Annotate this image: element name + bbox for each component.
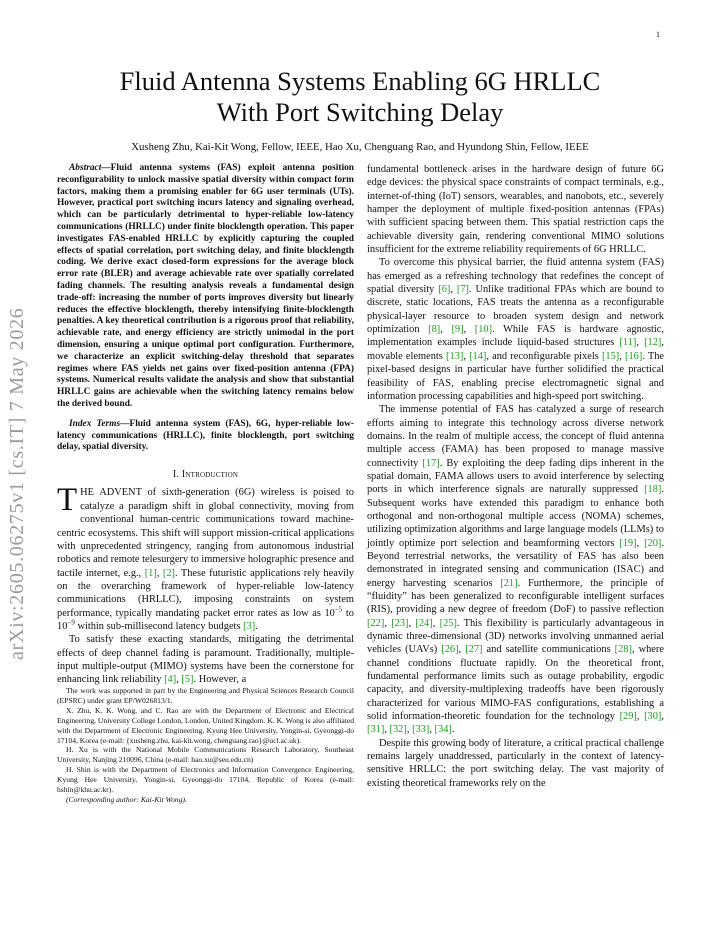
citation-link[interactable]: [27]	[465, 644, 483, 656]
citation-link[interactable]: [20]	[644, 537, 662, 549]
text-run: and satellite communications	[482, 644, 615, 656]
exponent: −9	[67, 618, 75, 627]
text-run: . However, a	[193, 674, 247, 686]
citation-link[interactable]: [6]	[438, 284, 451, 296]
text-run: . While FAS is hardware agnostic, implementation examples include liquid-based structures	[367, 324, 664, 349]
citation-link[interactable]: [10]	[474, 324, 493, 336]
footnotes	[57, 686, 354, 805]
citation-link[interactable]: [16]	[625, 350, 643, 362]
text-run: . Unlike traditional FPAs which are bound to discrete, static locations, FAS treats the antenna as a reconfigurable physical-layer resource to broaden system design and network optimization	[367, 284, 664, 336]
citation-link[interactable]: [34]	[434, 724, 452, 736]
text-run: ,	[458, 644, 466, 656]
body-paragraph-continued: fundamental bottleneck arises in the hardware design of future 6G edge devices: the physical space constraints of compact terminals, e.g., internet-of-thing (IoT) sensors, wearables, and nanobots, etc., severely hamper the deployment of multiple fixed-position antennas (FPAs) with sufficient spacing between them. This spatial restriction caps the achievable diversity gain, rendering conventional MIMO solutions insufficient for the extreme reliability requirements of 6G HRLLC.	[367, 164, 664, 256]
text-run: . This flexibility is particularly advantageous in dynamic three-dimensional (3D) networks involving unmanned aerial vehicles (UAVs)	[367, 617, 664, 656]
left-column	[57, 163, 354, 687]
text-run: . The pixel-based designs in particular have further solidified the practical feasibility of FAS, enabling precise electromagnetic signal and information processing capabilities and high-speed port switching.	[367, 350, 665, 402]
text-run: ,	[432, 617, 440, 629]
citation-link[interactable]: [9]	[451, 324, 464, 336]
text-run: ,	[440, 324, 452, 336]
arxiv-stamp: arXiv:2605.06275v1 [cs.IT] 7 May 2026	[6, 307, 28, 660]
body-paragraph-gap: Despite this growing body of literature, a critical practical challenge remains largely unaddressed, particularly in the context of latency-sensitive HRLLC: the port switching delay. The vast majority of existing theoretical frameworks rely on the	[367, 737, 664, 789]
title-line-2: With Port Switching Delay	[216, 97, 504, 127]
body-paragraph-fama	[367, 403, 664, 737]
citation-link[interactable]: [33]	[412, 724, 430, 736]
text-run: To overcome this physical barrier, the fluid antenna system (FAS) has emerged as a refreshing technology that redefines the concept of spatial diversity	[367, 257, 664, 296]
text-run: ,	[384, 724, 390, 736]
citation-link[interactable]: [4]	[164, 674, 177, 686]
citation-link[interactable]: [3]	[243, 620, 256, 632]
section-numeral: I.	[172, 469, 182, 481]
citation-link[interactable]: [11]	[619, 337, 637, 349]
text-run: ,	[450, 284, 457, 296]
citation-link[interactable]: [29]	[619, 711, 637, 723]
text-run: ,	[463, 350, 470, 362]
text-run: The immense potential of FAS has catalyzed a surge of research efforts aiming to integrate this technology across diverse network domains. In the realm of multiple access, the concept of fluid antenna multiple access (FAMA) has been proposed to manage massive connectivity	[367, 404, 664, 469]
body-paragraph-fas	[367, 256, 664, 403]
text-run: . Furthermore, the principle of “fluidity” has been generalized to reconfigurable intelligent surfaces (RIS), providing a new degree of freedom (DoF) to passive reflection	[367, 577, 664, 616]
citation-link[interactable]: [19]	[619, 537, 637, 549]
text-run: ,	[408, 617, 416, 629]
section-title: Introduction	[181, 469, 239, 481]
text-run: ,	[384, 617, 392, 629]
citation-link[interactable]: [12]	[644, 337, 662, 349]
text-run: within sub-millisecond latency budgets	[74, 620, 244, 632]
text-run: ,	[661, 711, 664, 723]
citation-link[interactable]: [5]	[181, 674, 194, 686]
text-run: To satisfy these exacting standards, mitigating the detrimental effects of deep channel fading is paramount. Traditionally, multiple-input multiple-output (MIMO) systems have been the cornerstone for enhancing link reliability	[57, 634, 354, 686]
index-terms	[57, 419, 354, 454]
author-list: Xusheng Zhu, Kai-Kit Wong, Fellow, IEEE, Hao Xu, Chenguang Rao, and Hyundong Shin, Fellow, IEEE	[131, 141, 589, 153]
citation-link[interactable]: [30]	[644, 711, 662, 723]
text-run: , and reconfigurable pixels	[486, 350, 602, 362]
citation-link[interactable]: [18]	[644, 484, 662, 496]
citation-link[interactable]: [26]	[441, 644, 459, 656]
footnote-corresponding-author: (Corresponding author: Kai-Kit Wong).	[66, 794, 187, 804]
page-number: 1	[656, 30, 660, 39]
citation-link[interactable]: [21]	[500, 577, 518, 589]
citation-link[interactable]: [7]	[456, 284, 469, 296]
footnote-affiliation-khu: H. Shin is with the Department of Electronics and Information Convergence Engineering, Kyung Hee University, Yongin-si, Gyeonggi-do 17104, Republic of Korea (e-mail: hshin@khu.ac.kr).	[57, 765, 354, 795]
text-run: . Subsequent works have extended this paradigm to enhance both orthogonal and non-orthogonal multiple access (NOMA) schemes, utilizing optimization algorithms and large language models (LLMs) to jointly optimize port selection and beamforming vectors	[367, 484, 664, 549]
paper-title	[60, 66, 660, 128]
footnote-funding: The work was supported in part by the Engineering and Physical Sciences Research Council (EPSRC) under grant EP/W026813/1.	[57, 686, 354, 705]
citation-link[interactable]: [1]	[144, 567, 157, 579]
text-run: , where channel conditions fluctuate rapidly. On the theoretical front, fundamental performance limits such as outage probability, ergodic capacity, and diversity-multiplexing tradeoffs have been rigorously characterized for various MIMO-FAS configurations, establishing a solid information-theoretic foundation for the technology	[367, 644, 664, 723]
citation-link[interactable]: [2]	[162, 567, 176, 579]
text-run: ,	[429, 724, 435, 736]
exponent: −5	[334, 605, 343, 614]
footnote-affiliation-ucl: X. Zhu, K. K. Wong, and C. Rao are with the Department of Electronic and Electrical Engineering, University College London, London, United Kingdom. K. K. Wong is also affiliated with the Department of Electronic Engineering, Kyung Hee University, Yongin-si, Gyeonggi-do 17104, Korea (e-mail: {xusheng.zhu, kai-kit.wong, chenguang.rao}@ucl.ac.uk).	[57, 705, 354, 745]
intro-paragraph-1	[57, 482, 354, 633]
text-run: ,	[176, 674, 182, 686]
citation-link[interactable]: [23]	[391, 617, 409, 629]
citation-link[interactable]: [32]	[389, 724, 407, 736]
footnote-affiliation-seu: H. Xu is with the National Mobile Communications Research Laboratory, Southeast University, Nanjing 210096, China (e-mail: hao.xu@seu.edu.cn)	[57, 745, 354, 765]
text-run: ,	[463, 324, 475, 336]
text-run: ,	[156, 567, 163, 579]
text-run: ,	[636, 537, 645, 549]
text-run: , movable elements	[367, 337, 664, 362]
index-terms-lead: Index Terms	[69, 418, 121, 429]
abstract-text: —Fluid antenna systems (FAS) exploit antenna position reconfigurability to unlock massive spatial diversity within compact form factors, making them a promising enabler for 6G user terminals (UTs). However, practical port switching incurs latency and signaling overhead, which can be particularly detrimental to hyper-reliable low-latency communications (HRLLC) under finite blocklength operation. This paper investigates FAS-enabled HRLLC by explicitly capturing the coupled effects of spatial correlation, port switching delay, and finite blocklength coding. We derive exact closed-form expressions for the average block error rate (BLER) and average achievable rate over spatially correlated fading channels. The resulting analysis reveals a fundamental design trade-off: increasing the number of ports improves diversity but linearly reduces the effective blocklength, thereby intensifying finite-blocklength penalties. A key theoretical contribution is a rigorous proof that reliability, achievable rate, and energy efficiency are strictly unimodal in the port dimension, ensuring a unique optimal port configuration. Furthermore, we characterize an explicit switching-delay threshold that separates regimes where FAS yields net gains over fixed-position antenna (FPA) systems. Numerical results validate the analysis and show that substantial HRLLC gains are achievable when the switching latency remains below the derived bound.	[57, 163, 354, 409]
text-run: .	[255, 620, 258, 632]
citation-link[interactable]: [25]	[439, 617, 457, 629]
intro-paragraph-2	[57, 633, 354, 686]
text-run: .	[451, 724, 455, 736]
text-run: . By exploiting the deep fading dips inherent in the spatial domain, FAMA allows users to avoid interference by selecting ports in which interference signals are naturally suppressed	[367, 457, 664, 496]
abstract	[57, 163, 354, 411]
right-column	[367, 163, 664, 790]
citation-link[interactable]: [24]	[415, 617, 433, 629]
text-run: ,	[406, 724, 413, 736]
citation-link[interactable]: [14]	[469, 350, 487, 362]
drop-cap: T	[57, 482, 78, 519]
citation-link[interactable]: [17]	[422, 457, 440, 469]
text-run: ,	[619, 350, 625, 362]
text-run: . These futuristic applications rely heavily on the overarching framework of hyper-reliable low-latency communications (HRLLC), imposing constraints on system performance, typically mandating packet error rates as low as 10	[57, 567, 354, 619]
text-run: HE ADVENT of sixth-generation (6G) wireless is poised to catalyze a paradigm shift in global connectivity, moving from conventional human-centric communications toward machine-centric ecosystems. This shift will support mission-critical applications with unprecedented stringency, ranging from autonomous industrial robotics and remote telesurgery to immersive holographic presence and tactile internet, e.g.,	[57, 487, 354, 579]
citation-link[interactable]: [28]	[614, 644, 632, 656]
citation-link[interactable]: [13]	[446, 350, 464, 362]
text-run: ,	[636, 711, 645, 723]
section-heading	[57, 468, 354, 481]
citation-link[interactable]: [22]	[367, 617, 385, 629]
text-run: to 10	[57, 607, 354, 632]
citation-link[interactable]: [31]	[367, 724, 385, 736]
text-run: ,	[636, 337, 645, 349]
title-line-1: Fluid Antenna Systems Enabling 6G HRLLC	[119, 66, 601, 96]
citation-link[interactable]: [8]	[428, 324, 441, 336]
index-terms-text: —Fluid antenna system (FAS), 6G, hyper-reliable low-latency communications (HRLLC), finite blocklength, port switching delay, spatial diversity.	[57, 418, 355, 453]
abstract-lead: Abstract	[69, 163, 102, 173]
citation-link[interactable]: [15]	[601, 350, 620, 362]
text-run: . Beyond terrestrial networks, the versatility of FAS has also been demonstrated in integrated sensing and communication (ISAC) and energy harvesting scenarios	[367, 537, 664, 589]
